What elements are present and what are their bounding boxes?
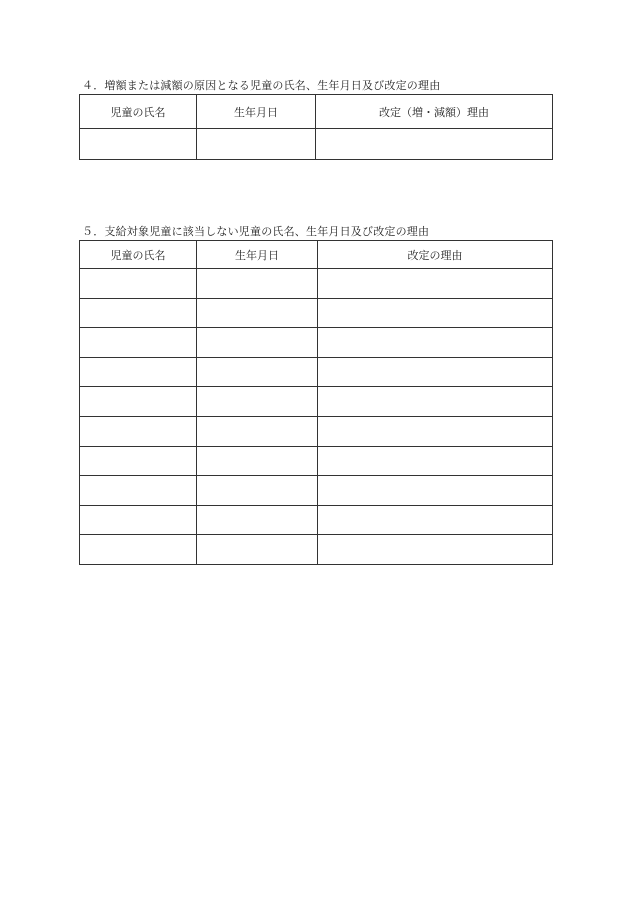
column-header-revision-reason: 改定（増・減額）理由 (316, 95, 553, 129)
reason-cell[interactable] (318, 416, 553, 446)
reason-cell[interactable] (318, 357, 553, 387)
table-row (80, 387, 553, 417)
reason-cell[interactable] (318, 269, 553, 299)
table-row (80, 476, 553, 506)
child-name-cell[interactable] (80, 416, 197, 446)
table-row (80, 129, 553, 160)
reason-cell[interactable] (318, 446, 553, 476)
reason-cell[interactable] (318, 298, 553, 328)
section-4-heading: ４．増額または減額の原因となる児童の氏名、生年月日及び改定の理由 (82, 79, 441, 92)
birthdate-cell[interactable] (197, 446, 318, 476)
section-5-heading: ５．支給対象児童に該当しない児童の氏名、生年月日及び改定の理由 (82, 225, 430, 238)
birthdate-cell[interactable] (197, 476, 318, 506)
reason-cell[interactable] (316, 129, 553, 160)
table-row (80, 446, 553, 476)
birthdate-cell[interactable] (197, 129, 316, 160)
child-name-cell[interactable] (80, 328, 197, 358)
section-4-table (79, 94, 553, 160)
birthdate-cell[interactable] (197, 416, 318, 446)
birthdate-cell[interactable] (197, 505, 318, 535)
reason-cell[interactable] (318, 387, 553, 417)
reason-cell[interactable] (318, 328, 553, 358)
birthdate-cell[interactable] (197, 535, 318, 565)
reason-cell[interactable] (318, 505, 553, 535)
table-header-row (80, 241, 553, 269)
birthdate-cell[interactable] (197, 269, 318, 299)
table-row (80, 269, 553, 299)
column-header-child-name: 児童の氏名 (80, 95, 197, 129)
table-row (80, 416, 553, 446)
table-row (80, 505, 553, 535)
column-header-birthdate: 生年月日 (197, 241, 318, 269)
column-header-birthdate: 生年月日 (197, 95, 316, 129)
table-header-row (80, 95, 553, 129)
section-5-table (79, 240, 553, 565)
birthdate-cell[interactable] (197, 298, 318, 328)
birthdate-cell[interactable] (197, 387, 318, 417)
column-header-child-name: 児童の氏名 (80, 241, 197, 269)
table-row (80, 298, 553, 328)
table-row (80, 535, 553, 565)
table-row (80, 328, 553, 358)
child-name-cell[interactable] (80, 357, 197, 387)
child-name-cell[interactable] (80, 129, 197, 160)
child-name-cell[interactable] (80, 446, 197, 476)
reason-cell[interactable] (318, 476, 553, 506)
child-name-cell[interactable] (80, 505, 197, 535)
child-name-cell[interactable] (80, 269, 197, 299)
column-header-revision-reason: 改定の理由 (318, 241, 553, 269)
table-row (80, 357, 553, 387)
child-name-cell[interactable] (80, 535, 197, 565)
child-name-cell[interactable] (80, 476, 197, 506)
child-name-cell[interactable] (80, 298, 197, 328)
birthdate-cell[interactable] (197, 357, 318, 387)
reason-cell[interactable] (318, 535, 553, 565)
birthdate-cell[interactable] (197, 328, 318, 358)
child-name-cell[interactable] (80, 387, 197, 417)
